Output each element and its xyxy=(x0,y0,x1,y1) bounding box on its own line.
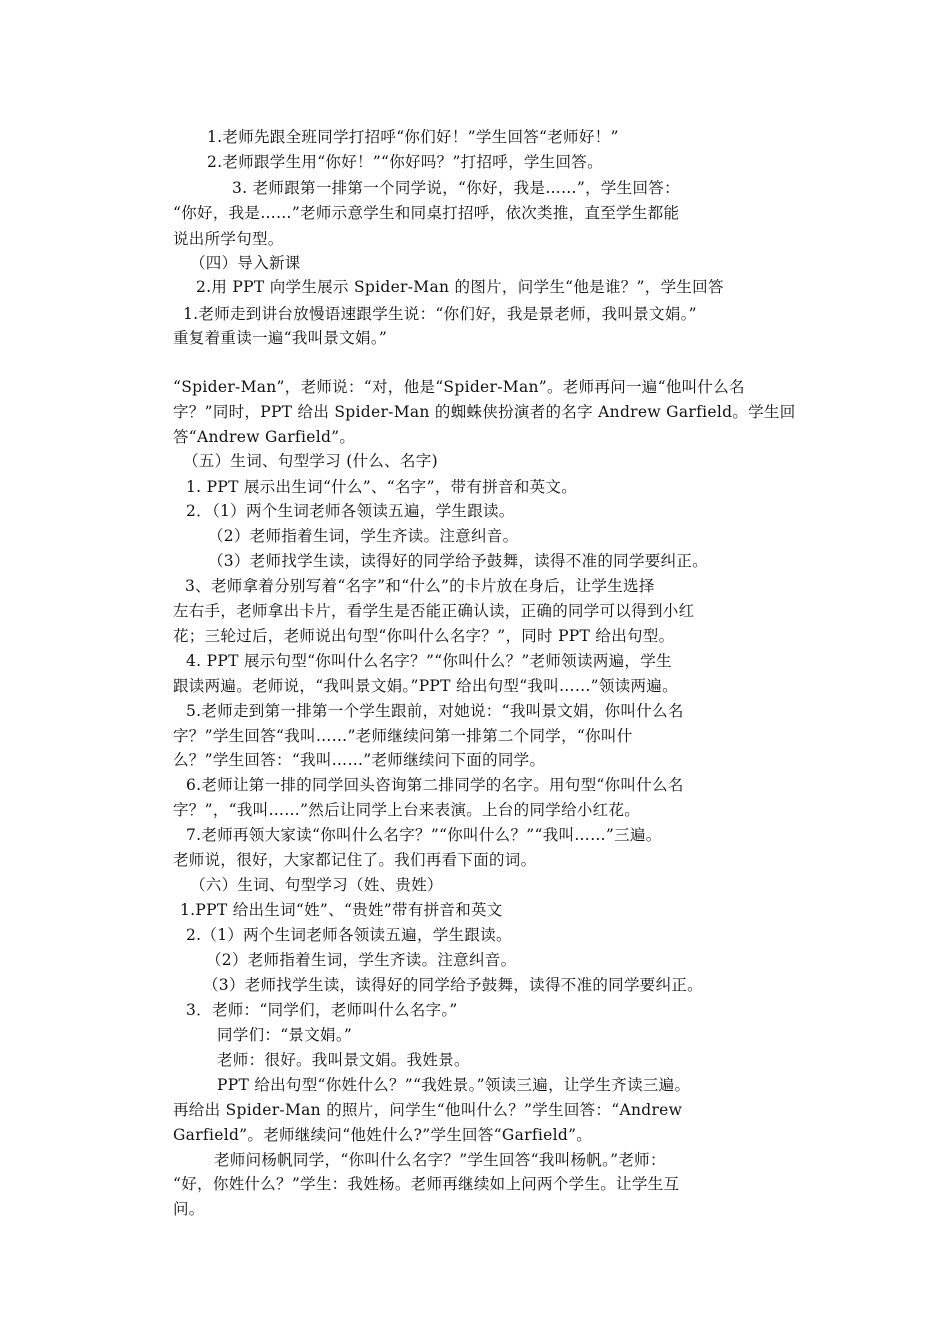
text-line: 1.老师先跟全班同学打招呼“你们好！”学生回答“老师好！” xyxy=(207,128,619,146)
text-line: “Spider-Man”，老师说：“对，他是“Spider-Man”。老师再问一遍“他叫什么名 xyxy=(173,378,745,396)
text-line: 6.老师让第一排的同学回头咨询第二排同学的名字。用句型“你叫什么名 xyxy=(186,776,684,794)
text-line: 1.老师走到讲台放慢语速跟学生说：“你们好，我是景老师，我叫景文娟。” xyxy=(183,305,697,323)
text-line: 3、老师拿着分别写着“名字”和“什么”的卡片放在身后，让学生选择 xyxy=(185,577,655,595)
text-line: （3）老师找学生读，读得好的同学给予鼓舞，读得不准的同学要纠正。 xyxy=(203,976,703,994)
text-line: 答“Andrew Garfield”。 xyxy=(173,428,356,446)
text-line: 字？”，“我叫……”然后让同学上台来表演。上台的同学给小红花。 xyxy=(173,801,641,819)
text-line: 么？”学生回答：“我叫……”老师继续问下面的同学。 xyxy=(173,751,546,769)
text-line: PPT 给出句型“你姓什么？”“我姓景。”领读三遍，让学生齐读三遍。 xyxy=(217,1076,691,1094)
text-line: 2.老师跟学生用“你好！”“你好吗？”打招呼，学生回答。 xyxy=(207,153,603,171)
text-line: 跟读两遍。老师说，“我叫景文娟。”PPT 给出句型“我叫……”领读两遍。 xyxy=(173,677,678,695)
text-line: 1.PPT 给出生词“姓”、“贵姓”带有拼音和英文 xyxy=(180,901,503,919)
text-line: “好，你姓什么？”学生：我姓杨。老师再继续如上问两个学生。让学生互 xyxy=(173,1175,680,1193)
text-line: 7.老师再领大家读“你叫什么名字？”“你叫什么？”“我叫……”三遍。 xyxy=(186,826,662,844)
text-line: 3. 老师跟第一排第一个同学说，“你好，我是……”，学生回答： xyxy=(232,179,680,197)
section-heading: （六）生词、句型学习（姓、贵姓） xyxy=(190,876,443,894)
text-line: （2）老师指着生词，学生齐读。注意纠音。 xyxy=(208,527,519,545)
text-line: 2.（1）两个生词老师各领读五遍，学生跟读。 xyxy=(186,926,512,944)
section-heading: （五）生词、句型学习 (什么、名字) xyxy=(183,452,438,470)
text-line: 2．（1）两个生词老师各领读五遍，学生跟读。 xyxy=(186,502,515,520)
text-line: 左右手，老师拿出卡片，看学生是否能正确认读，正确的同学可以得到小红 xyxy=(173,602,695,620)
text-line: Garfield”。老师继续问“他姓什么?”学生回答“Garfield”。 xyxy=(173,1126,593,1144)
text-line: 2.用 PPT 向学生展示 Spider-Man 的图片，问学生“他是谁？”，学生回答 xyxy=(196,278,724,296)
text-line: 花；三轮过后，老师说出句型“你叫什么名字？”，同时 PPT 给出句型。 xyxy=(173,627,675,645)
text-line: 3．老师：“同学们，老师叫什么名字。” xyxy=(186,1001,458,1019)
text-line: 字？”同时，PPT 给出 Spider-Man 的蜘蛛侠扮演者的名字 Andrew Garfield。学生回 xyxy=(173,403,796,421)
text-line: 重复着重读一遍“我叫景文娟。” xyxy=(173,329,388,347)
text-line: 说出所学句型。 xyxy=(173,230,284,248)
text-line: 问。 xyxy=(173,1200,205,1218)
text-line: 4. PPT 展示句型“你叫什么名字？”“你叫什么？”老师领读两遍，学生 xyxy=(186,652,672,670)
text-line: （3）老师找学生读，读得好的同学给予鼓舞，读得不准的同学要纠正。 xyxy=(208,552,708,570)
text-line: 5.老师走到第一排第一个学生跟前，对她说：“我叫景文娟，你叫什么名 xyxy=(186,702,684,720)
text-line: “你好，我是……”老师示意学生和同桌打招呼，依次类推，直至学生都能 xyxy=(173,204,680,222)
text-line: 老师：很好。我叫景文娟。我姓景。 xyxy=(217,1051,470,1069)
text-line: 字？”学生回答“我叫……”老师继续问第一排第二个同学，“你叫什 xyxy=(173,727,633,745)
text-line: （2）老师指着生词，学生齐读。注意纠音。 xyxy=(206,951,517,969)
text-line: 老师问杨帆同学，“你叫什么名字？”学生回答“我叫杨帆。”老师： xyxy=(214,1151,666,1169)
text-line: 老师说，很好，大家都记住了。我们再看下面的词。 xyxy=(173,851,537,869)
section-heading: （四）导入新课 xyxy=(190,254,301,272)
text-line: 1. PPT 展示出生词“什么”、“名字”，带有拼音和英文。 xyxy=(186,478,578,496)
text-line: 同学们：“景文娟。” xyxy=(217,1026,353,1044)
text-line: 再给出 Spider-Man 的照片，问学生“他叫什么？”学生回答：“Andrew xyxy=(173,1101,683,1119)
